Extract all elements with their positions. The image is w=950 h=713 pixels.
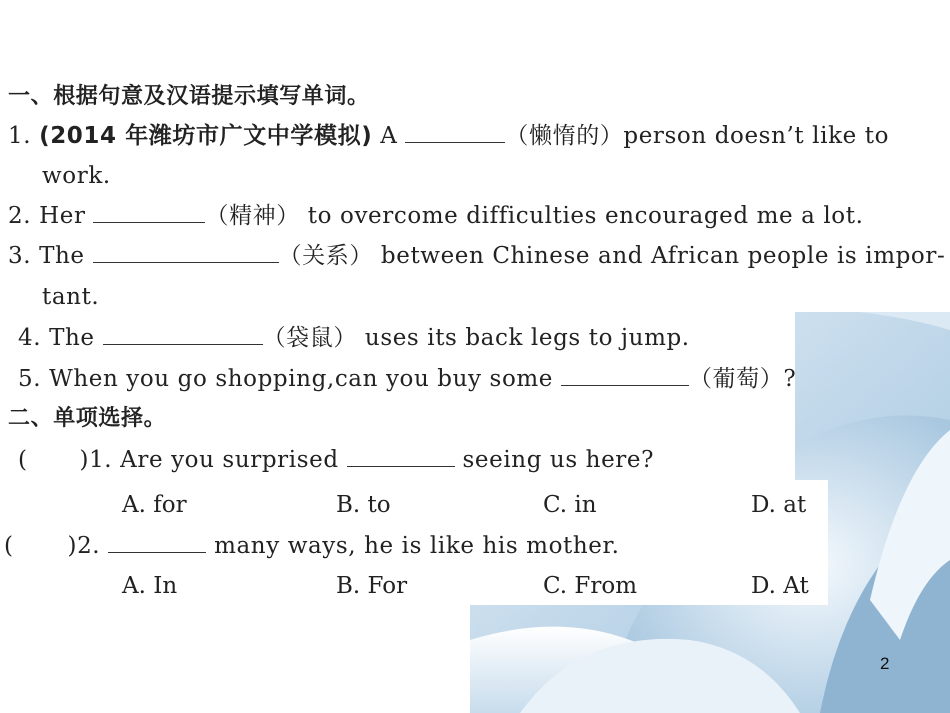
answer-slot[interactable]: [36, 447, 80, 467]
answer-blank[interactable]: [103, 324, 263, 345]
answer-paren-close: )2.: [67, 533, 101, 559]
page-number: 2: [880, 654, 890, 673]
choice-question-1: [18, 445, 654, 475]
chinese-hint: （精神）: [205, 203, 300, 229]
question-number: 3.: [8, 243, 32, 269]
question-number: 2.: [8, 203, 32, 229]
answer-paren-open: (: [18, 447, 28, 473]
answer-paren-close: )1.: [79, 447, 113, 473]
question-text: many ways, he is like his mother.: [214, 533, 620, 559]
answer-blank[interactable]: [93, 202, 205, 223]
question-text: A: [380, 123, 398, 149]
option-a[interactable]: A. for: [122, 492, 187, 518]
answer-blank[interactable]: [561, 365, 689, 386]
question-2: [8, 201, 864, 231]
text-backdrop: [0, 605, 470, 713]
answer-blank[interactable]: [405, 122, 505, 143]
option-c[interactable]: C. From: [543, 573, 638, 599]
question-text: uses its back legs to jump.: [364, 325, 690, 351]
question-number: 4.: [18, 325, 42, 351]
chinese-hint: （葡萄）: [688, 366, 784, 392]
option-d[interactable]: D. At: [751, 573, 809, 599]
question-3-continued: tant.: [42, 284, 100, 310]
question-number: 1.: [8, 123, 32, 149]
option-d[interactable]: D. at: [751, 492, 807, 518]
question-text: ?: [783, 366, 797, 392]
question-5: [18, 364, 796, 394]
chinese-hint: （懒惰的）: [505, 123, 624, 149]
answer-blank[interactable]: [108, 532, 206, 553]
chinese-hint: （袋鼠）: [262, 325, 357, 351]
section2-title: 二、单项选择。: [8, 406, 167, 431]
option-b[interactable]: B. to: [336, 492, 391, 518]
question-text: to overcome difficulties encouraged me a lot.: [307, 203, 864, 229]
question-text: The: [49, 325, 95, 351]
question-text: When you go shopping,can you buy some: [49, 366, 554, 392]
answer-blank[interactable]: [347, 446, 455, 467]
answer-blank[interactable]: [93, 242, 279, 263]
question-text: person doesn’t like to: [623, 123, 890, 149]
section1-title: 一、根据句意及汉语提示填写单词。: [8, 84, 370, 109]
option-c[interactable]: C. in: [543, 492, 597, 518]
option-a[interactable]: A. In: [122, 573, 178, 599]
question-1: [8, 121, 889, 151]
question-3: [8, 241, 945, 271]
choice-question-2: [4, 531, 619, 561]
question-text: Her: [39, 203, 86, 229]
answer-paren-open: (: [4, 533, 14, 559]
option-b[interactable]: B. For: [336, 573, 408, 599]
question-text: seeing us here?: [462, 447, 655, 473]
question-1-continued: work.: [42, 163, 111, 189]
question-number: 5.: [18, 366, 42, 392]
question-text: The: [39, 243, 85, 269]
question-text: Are you surprised: [120, 447, 339, 473]
question-text: between Chinese and African people is impor-: [380, 243, 946, 269]
answer-slot[interactable]: [22, 533, 68, 553]
chinese-hint: （关系）: [278, 243, 373, 269]
question-source: (2014 年潍坊市广文中学模拟): [39, 123, 373, 149]
question-4: [18, 323, 690, 353]
